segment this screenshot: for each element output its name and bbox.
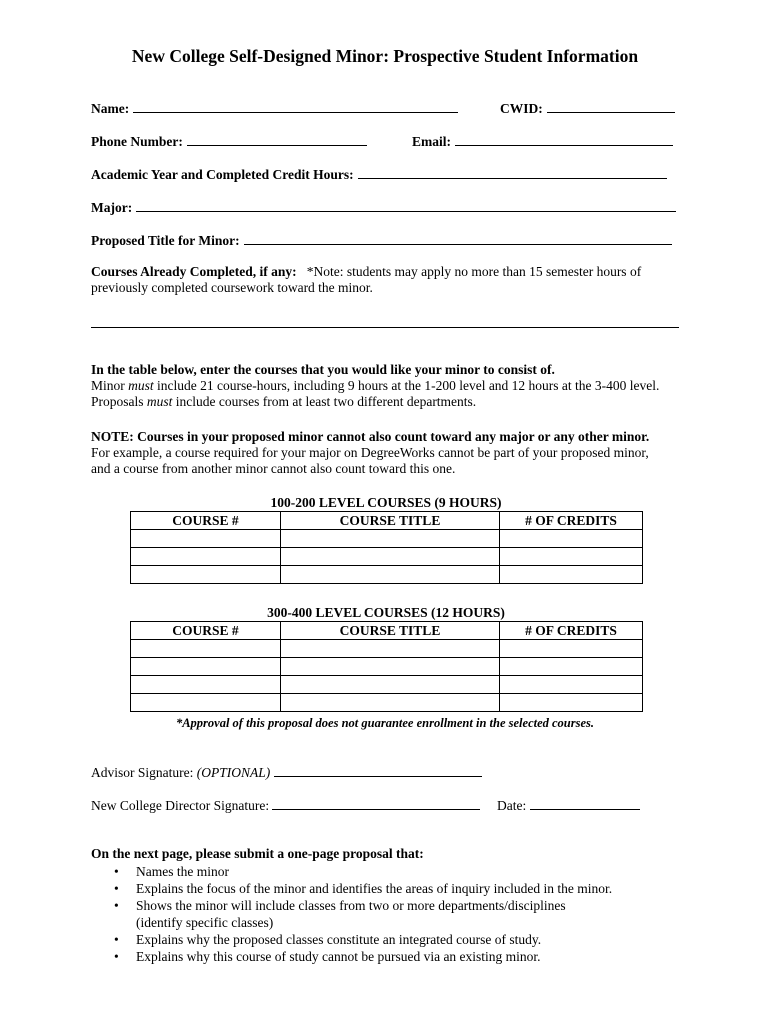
credits-cell[interactable]	[500, 548, 643, 566]
credits-cell[interactable]	[500, 694, 643, 712]
lower-level-courses-table	[130, 511, 643, 584]
note-block	[91, 429, 649, 477]
date-label: Date:	[497, 798, 527, 813]
upper-level-table-caption: 300-400 LEVEL COURSES (12 HOURS)	[267, 605, 505, 620]
table-row	[131, 640, 643, 658]
courses-completed-block	[91, 264, 641, 296]
courses-completed-note: *Note: students may apply no more than 15 semester hours of	[306, 264, 642, 279]
approval-disclaimer: *Approval of this proposal does not guarantee enrollment in the selected courses.	[175, 716, 595, 730]
instructions-hours-requirement: Minor must include 21 course-hours, including 9 hours at the 1-200 level and 12 hours at the 3-400 level.	[91, 378, 660, 393]
name-label: Name:	[91, 101, 130, 116]
phone-input-line[interactable]	[187, 133, 367, 146]
list-item: • Explains why this course of study cannot be pursued via an existing minor.	[114, 949, 541, 964]
advisor-signature-row	[91, 764, 482, 781]
table-row	[131, 694, 643, 712]
course-number-cell[interactable]	[131, 640, 281, 658]
bullet-icon: •	[114, 898, 119, 913]
course-number-cell[interactable]	[131, 548, 281, 566]
instructions-block	[91, 362, 659, 410]
note-heading: NOTE: Courses in your proposed minor cannot also count toward any major or any other minor.	[91, 429, 650, 444]
list-item: • Explains why the proposed classes constitute an integrated course of study.	[114, 932, 542, 947]
name-field-row	[91, 100, 458, 118]
academic-year-label: Academic Year and Completed Credit Hours:	[91, 167, 354, 182]
name-input-line[interactable]	[133, 100, 458, 113]
proposed-title-field-row	[91, 232, 672, 250]
major-field-row	[91, 199, 676, 217]
course-number-cell[interactable]	[131, 676, 281, 694]
note-example-cont: and a course from another minor cannot also count toward this one.	[91, 461, 456, 476]
course-title-cell[interactable]	[281, 676, 500, 694]
proposal-requirements-list	[112, 863, 612, 965]
courses-completed-input-line[interactable]	[91, 315, 679, 328]
academic-year-field-row	[91, 166, 667, 184]
bullet-icon: •	[114, 864, 119, 879]
table-header-row	[131, 622, 643, 640]
academic-year-input-line[interactable]	[358, 166, 667, 179]
list-item: • Names the minor	[114, 864, 229, 879]
proposed-title-input-line[interactable]	[244, 232, 672, 245]
advisor-signature-line[interactable]	[274, 764, 482, 777]
course-number-cell[interactable]	[131, 658, 281, 676]
table-row	[131, 566, 643, 584]
phone-label: Phone Number:	[91, 134, 183, 149]
email-label: Email:	[412, 134, 451, 149]
course-title-cell[interactable]	[281, 658, 500, 676]
credits-header: # OF CREDITS	[500, 622, 643, 640]
date-row	[497, 797, 640, 814]
advisor-optional-label: (OPTIONAL)	[196, 765, 271, 780]
email-field-row	[412, 133, 673, 151]
major-label: Major:	[91, 200, 133, 215]
proposal-heading: On the next page, please submit a one-page proposal that:	[91, 846, 424, 861]
instructions-heading: In the table below, enter the courses that you would like your minor to consist of.	[91, 362, 555, 377]
note-example: For example, a course required for your major on DegreeWorks cannot be part of your proposed minor,	[91, 445, 649, 460]
course-title-cell[interactable]	[281, 694, 500, 712]
cwid-label: CWID:	[500, 101, 543, 116]
list-item-continuation: (identify specific classes)	[136, 915, 274, 930]
course-title-cell[interactable]	[281, 566, 500, 584]
credits-cell[interactable]	[500, 530, 643, 548]
cwid-input-line[interactable]	[547, 100, 675, 113]
director-signature-line[interactable]	[272, 797, 480, 810]
course-number-header: COURSE #	[131, 622, 281, 640]
course-title-cell[interactable]	[281, 640, 500, 658]
bullet-icon: •	[114, 949, 119, 964]
course-title-cell[interactable]	[281, 530, 500, 548]
course-number-cell[interactable]	[131, 566, 281, 584]
cwid-field-row	[500, 100, 675, 118]
courses-completed-note-cont: previously completed coursework toward the minor.	[91, 280, 373, 295]
advisor-signature-label: Advisor Signature:	[91, 765, 197, 780]
credits-cell[interactable]	[500, 640, 643, 658]
bullet-icon: •	[114, 881, 119, 896]
date-line[interactable]	[530, 797, 640, 810]
table-row	[131, 548, 643, 566]
major-input-line[interactable]	[136, 199, 676, 212]
director-signature-label: New College Director Signature:	[91, 798, 270, 813]
course-number-cell[interactable]	[131, 694, 281, 712]
table-row	[131, 676, 643, 694]
courses-completed-label: Courses Already Completed, if any:	[91, 264, 297, 279]
list-item: • Shows the minor will include classes from two or more departments/disciplines	[114, 898, 566, 913]
instructions-department-requirement: Proposals must include courses from at least two different departments.	[91, 394, 477, 409]
bullet-icon: •	[114, 932, 119, 947]
lower-level-table-caption: 100-200 LEVEL COURSES (9 HOURS)	[270, 495, 502, 510]
credits-cell[interactable]	[500, 676, 643, 694]
course-number-header: COURSE #	[131, 512, 281, 530]
director-signature-row	[91, 797, 480, 814]
email-input-line[interactable]	[455, 133, 673, 146]
upper-level-courses-table	[130, 621, 643, 712]
credits-cell[interactable]	[500, 566, 643, 584]
course-number-cell[interactable]	[131, 530, 281, 548]
course-title-header: COURSE TITLE	[281, 622, 500, 640]
phone-field-row	[91, 133, 367, 151]
table-row	[131, 530, 643, 548]
table-header-row	[131, 512, 643, 530]
list-item: • Explains the focus of the minor and identifies the areas of inquiry included in the minor.	[114, 881, 613, 896]
credits-cell[interactable]	[500, 658, 643, 676]
table-row	[131, 658, 643, 676]
course-title-header: COURSE TITLE	[281, 512, 500, 530]
course-title-cell[interactable]	[281, 548, 500, 566]
page-title: New College Self-Designed Minor: Prospective Student Information	[131, 46, 639, 66]
credits-header: # OF CREDITS	[500, 512, 643, 530]
proposed-title-label: Proposed Title for Minor:	[91, 233, 240, 248]
